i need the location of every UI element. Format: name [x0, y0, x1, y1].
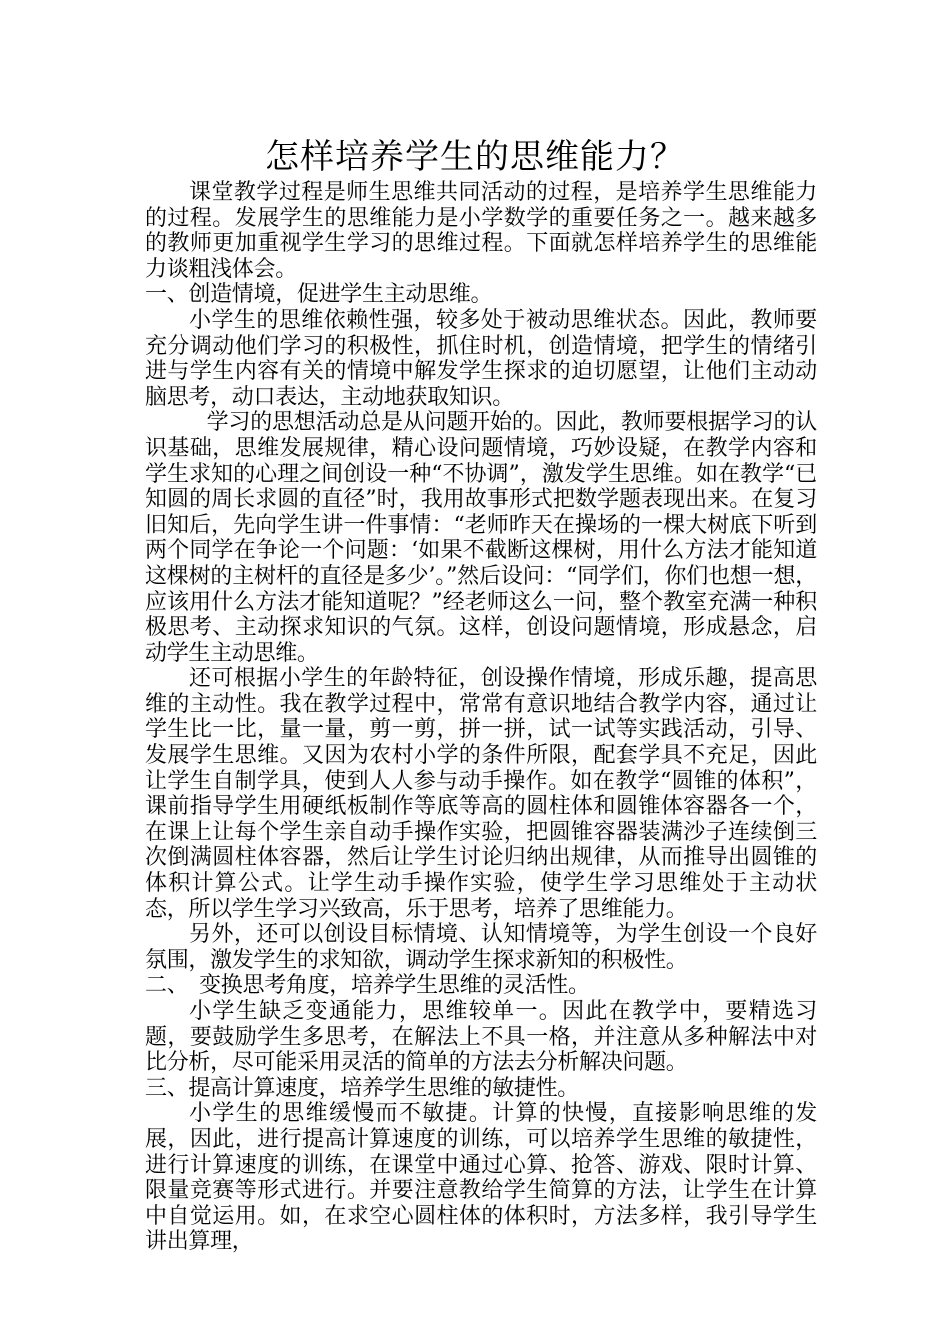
- paragraph: 另外，还可以创设目标情境、认知情境等，为学生创设一个良好氛围，激发学生的求知欲，调动学生探求新知的积极性。: [145, 922, 817, 973]
- document-title: 怎样培养学生的思维能力？: [265, 137, 685, 177]
- paragraph: 小学生缺乏变通能力，思维较单一。因此在教学中，要精选习题，要鼓励学生多思考，在解法上不具一格，并注意从多种解法中对比分析，尽可能采用灵活的简单的方法去分析解决问题。: [145, 999, 817, 1076]
- document-body: [145, 180, 817, 1255]
- section-heading-1: 一、创造情境，促进学生主动思维。: [145, 282, 493, 308]
- section-heading-2: 二、 变换思考角度，培养学生思维的灵活性。: [145, 973, 590, 999]
- paragraph: 还可根据小学生的年龄特征，创设操作情境，形成乐趣，提高思维的主动性。我在教学过程中，常常有意识地结合教学内容，通过让学生比一比，量一量，剪一剪，拼一拼，试一试等实践活动，引导、发展学生思维。又因为农村小学的条件所限，配套学具不充足，因此让学生自制学具，使到人人参与动手操作。如在教学“圆锥的体积”，课前指导学生用硬纸板制作等底等高的圆柱体和圆锥体容器各一个，在课上让每个学生亲自动手操作实验，把圆锥容器装满沙子连续倒三次倒满圆柱体容器，然后让学生讨论归纳出规律，从而推导出圆锥的体积计算公式。让学生动手操作实验，使学生学习思维处于主动状态，所以学生学习兴致高，乐于思考，培养了思维能力。: [145, 666, 817, 922]
- section-heading-3: 三、提高计算速度，培养学生思维的敏捷性。: [145, 1075, 580, 1101]
- paragraph: 小学生的思维依赖性强，较多处于被动思维状态。因此，教师要充分调动他们学习的积极性，抓住时机，创造情境，把学生的情绪引进与学生内容有关的情境中解发学生探求的迫切愿望，让他们主动动脑思考，动口表达，主动地获取知识。: [145, 307, 817, 410]
- paragraph: 学习的思想活动总是从问题开始的。因此，教师要根据学习的认识基础，思维发展规律，精心设问题情境，巧妙设疑，在教学内容和学生求知的心理之间创设一种“不协调”，激发学生思维。如在教学“已知圆的周长求圆的直径”时，我用故事形式把数学题表现出来。在复习旧知后，先向学生讲一件事情：“老师昨天在操场的一棵大树底下听到两个同学在争论一个问题：‘如果不截断这棵树，用什么方法才能知道这棵树的主树杆的直径是多少’。”然后设问：“同学们，你们也想一想，应该用什么方法才能知道呢？”经老师这么一问，整个教室充满一种积极思考、主动探求知识的气氛。这样，创设问题情境，形成悬念，启动学生主动思维。: [145, 410, 817, 666]
- paragraph: 小学生的思维缓慢而不敏捷。计算的快慢，直接影响思维的发展，因此，进行提高计算速度的训练，可以培养学生思维的敏捷性，进行计算速度的训练，在课堂中通过心算、抢答、游戏、限时计算、限量竞赛等形式进行。并要注意教给学生简算的方法，让学生在计算中自觉运用。如，在求空心圆柱体的体积时，方法多样，我引导学生讲出算理，: [145, 1101, 817, 1255]
- paragraph-intro: 课堂教学过程是师生思维共同活动的过程，是培养学生思维能力的过程。发展学生的思维能力是小学数学的重要任务之一。越来越多的教师更加重视学生学习的思维过程。下面就怎样培养学生的思维能力谈粗浅体会。: [145, 180, 817, 282]
